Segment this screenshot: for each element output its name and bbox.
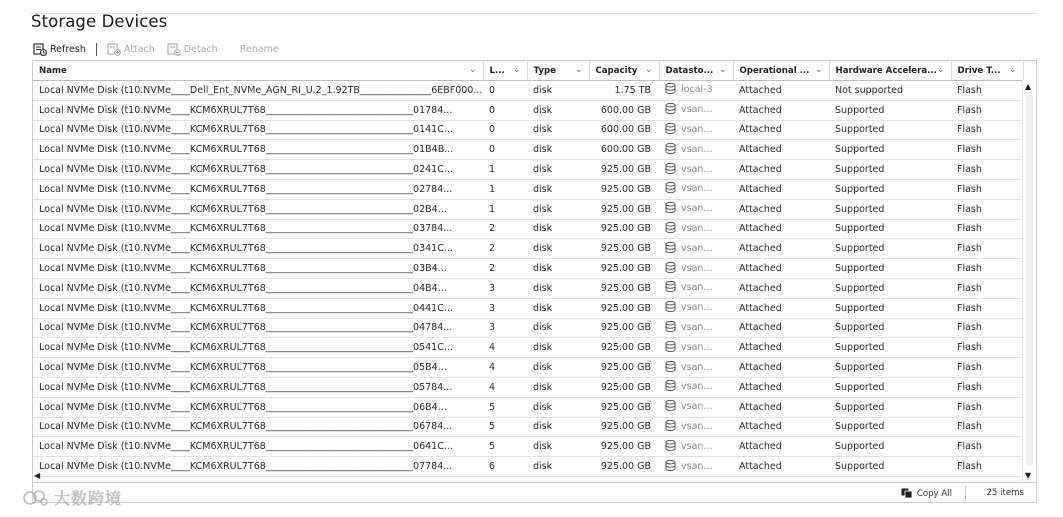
database-icon (665, 182, 676, 196)
type-cell: disk (527, 140, 589, 160)
rename-button[interactable] (240, 44, 279, 55)
column-filter-chevron-icon[interactable]: ⌄ (718, 65, 727, 75)
column-header-label: L... (489, 65, 505, 76)
lun-cell: 2 (483, 239, 527, 259)
name-cell: Local NVMe Disk (t10.NVMe____KCM6XRUL7T68_______________________________06784... (33, 417, 483, 437)
column-filter-chevron-icon[interactable]: ⌄ (468, 65, 477, 75)
drive-type-cell: Flash (951, 179, 1023, 199)
table-row[interactable] (33, 397, 1023, 417)
copy-all-button[interactable] (901, 488, 952, 499)
capacity-cell: 600.00 GB (589, 120, 659, 140)
lun-cell: 1 (483, 199, 527, 219)
type-cell: disk (527, 160, 589, 180)
watermark (22, 486, 122, 509)
drive-type-cell: Flash (951, 81, 1023, 101)
scroll-up-icon[interactable]: ▲ (1025, 82, 1032, 91)
drive-type-cell: Flash (951, 457, 1023, 477)
lun-cell: 5 (483, 437, 527, 457)
type-cell: disk (527, 259, 589, 279)
refresh-button[interactable] (33, 43, 86, 56)
type-cell: disk (527, 318, 589, 338)
grid-footer (32, 483, 1037, 503)
database-icon (665, 361, 676, 375)
name-cell: Local NVMe Disk (t10.NVMe____KCM6XRUL7T68_______________________________04B4... (33, 278, 483, 298)
datastore-link[interactable]: local-3 (681, 84, 713, 96)
datastore-link[interactable]: vsan... (681, 420, 713, 432)
datastore-cell (659, 160, 733, 180)
capacity-cell: 925.00 GB (589, 397, 659, 417)
column-header-label: Name (39, 65, 67, 76)
lun-cell: 0 (483, 120, 527, 140)
lun-cell: 4 (483, 377, 527, 397)
table-row[interactable] (33, 179, 1023, 199)
database-icon (665, 202, 676, 216)
hardware-acceleration-cell: Supported (829, 160, 951, 180)
name-cell: Local NVMe Disk (t10.NVMe____KCM6XRUL7T68_______________________________05784... (33, 377, 483, 397)
drive-type-cell: Flash (951, 298, 1023, 318)
column-header[interactable] (33, 61, 483, 81)
datastore-cell (659, 81, 733, 101)
copy-all-label: Copy All (916, 488, 952, 499)
page-title: Storage Devices (31, 12, 168, 31)
capacity-cell: 925.00 GB (589, 377, 659, 397)
type-cell: disk (527, 278, 589, 298)
scroll-down-icon[interactable]: ▼ (1025, 471, 1032, 480)
datastore-link[interactable]: vsan... (681, 321, 713, 333)
database-icon (665, 380, 676, 394)
datastore-link[interactable]: vsan... (681, 163, 713, 175)
database-icon (665, 420, 676, 434)
datastore-cell (659, 199, 733, 219)
datastore-cell (659, 417, 733, 437)
lun-cell: 0 (483, 100, 527, 120)
drive-type-cell: Flash (951, 100, 1023, 120)
datastore-cell (659, 100, 733, 120)
table-row[interactable] (33, 278, 1023, 298)
scroll-left-icon[interactable]: ◀ (34, 471, 41, 480)
lun-cell: 4 (483, 338, 527, 358)
type-cell: disk (527, 338, 589, 358)
capacity-cell: 925.00 GB (589, 417, 659, 437)
datastore-link[interactable]: vsan... (681, 262, 713, 274)
table-row[interactable] (33, 199, 1023, 219)
hardware-acceleration-cell: Supported (829, 179, 951, 199)
type-cell: disk (527, 397, 589, 417)
lun-cell: 5 (483, 397, 527, 417)
datastore-link[interactable]: vsan... (681, 183, 713, 195)
database-icon (665, 341, 676, 355)
rename-label: Rename (239, 43, 279, 55)
datastore-link[interactable]: vsan... (681, 104, 713, 116)
devices-table (33, 61, 1024, 477)
table-row[interactable] (33, 437, 1023, 457)
datastore-link[interactable]: vsan... (681, 143, 713, 155)
column-header[interactable] (733, 61, 829, 81)
capacity-cell: 925.00 GB (589, 298, 659, 318)
database-icon (665, 83, 676, 97)
table-row[interactable] (33, 219, 1023, 239)
operational-state-cell: Attached (733, 120, 829, 140)
drive-type-cell: Flash (951, 318, 1023, 338)
drive-type-cell: Flash (951, 437, 1023, 457)
capacity-cell: 925.00 GB (589, 259, 659, 279)
type-cell: disk (527, 199, 589, 219)
database-icon (665, 163, 676, 177)
lun-cell: 3 (483, 278, 527, 298)
type-cell: disk (527, 81, 589, 101)
item-count: 25 items (986, 488, 1024, 498)
operational-state-cell: Attached (733, 160, 829, 180)
datastore-link[interactable]: vsan... (681, 361, 713, 373)
attach-button[interactable] (107, 43, 155, 56)
name-cell: Local NVMe Disk (t10.NVMe____KCM6XRUL7T68_______________________________03B4... (33, 259, 483, 279)
database-icon (665, 242, 676, 256)
storage-devices-grid (32, 60, 1037, 483)
hardware-acceleration-cell: Supported (829, 377, 951, 397)
hardware-acceleration-cell: Supported (829, 120, 951, 140)
table-row[interactable] (33, 100, 1023, 120)
hardware-acceleration-cell: Supported (829, 397, 951, 417)
database-icon (665, 262, 676, 276)
table-row[interactable] (33, 120, 1023, 140)
hardware-acceleration-cell: Supported (829, 100, 951, 120)
hardware-acceleration-cell: Supported (829, 417, 951, 437)
hardware-acceleration-cell: Supported (829, 338, 951, 358)
type-cell: disk (527, 179, 589, 199)
hardware-acceleration-cell: Supported (829, 199, 951, 219)
drive-type-cell: Flash (951, 338, 1023, 358)
datastore-cell (659, 278, 733, 298)
table-row[interactable] (33, 358, 1023, 378)
drive-type-cell: Flash (951, 278, 1023, 298)
column-header-label: Hardware Accelera... (835, 65, 937, 76)
type-cell: disk (527, 219, 589, 239)
column-filter-chevron-icon[interactable]: ⌄ (644, 65, 653, 75)
hardware-acceleration-cell: Supported (829, 278, 951, 298)
top-divider (30, 13, 1037, 14)
operational-state-cell: Attached (733, 318, 829, 338)
operational-state-cell: Attached (733, 298, 829, 318)
table-row[interactable] (33, 318, 1023, 338)
name-cell: Local NVMe Disk (t10.NVMe____KCM6XRUL7T68_______________________________0441C... (33, 298, 483, 318)
datastore-cell (659, 377, 733, 397)
lun-cell: 6 (483, 457, 527, 477)
name-cell: Local NVMe Disk (t10.NVMe____KCM6XRUL7T68_______________________________07784... (33, 457, 483, 477)
database-icon (665, 103, 676, 117)
watermark-logo-icon (22, 488, 48, 508)
column-filter-chevron-icon[interactable]: ⌄ (512, 65, 521, 75)
datastore-link[interactable]: vsan... (681, 440, 713, 452)
drive-type-cell: Flash (951, 199, 1023, 219)
table-row[interactable] (33, 298, 1023, 318)
datastore-link[interactable]: vsan... (681, 302, 713, 314)
capacity-cell: 925.00 GB (589, 160, 659, 180)
column-filter-chevron-icon[interactable]: ⌄ (574, 65, 583, 75)
hardware-acceleration-cell: Supported (829, 298, 951, 318)
column-filter-chevron-icon[interactable]: ⌄ (1008, 65, 1017, 75)
detach-label: Detach (183, 43, 218, 55)
drive-type-cell: Flash (951, 140, 1023, 160)
name-cell: Local NVMe Disk (t10.NVMe____KCM6XRUL7T68_______________________________06B4... (33, 397, 483, 417)
lun-cell: 2 (483, 259, 527, 279)
table-row[interactable] (33, 160, 1023, 180)
column-header-label: Datasto... (665, 65, 714, 76)
type-cell: disk (527, 377, 589, 397)
lun-cell: 0 (483, 140, 527, 160)
datastore-cell (659, 298, 733, 318)
detach-icon (167, 43, 181, 56)
operational-state-cell: Attached (733, 179, 829, 199)
table-row[interactable] (33, 81, 1023, 101)
drive-type-cell: Flash (951, 417, 1023, 437)
operational-state-cell: Attached (733, 259, 829, 279)
hardware-acceleration-cell: Supported (829, 140, 951, 160)
name-cell: Local NVMe Disk (t10.NVMe____KCM6XRUL7T68_______________________________01B4B... (33, 140, 483, 160)
refresh-label: Refresh (50, 43, 86, 55)
operational-state-cell: Attached (733, 140, 829, 160)
lun-cell: 5 (483, 417, 527, 437)
hardware-acceleration-cell: Supported (829, 239, 951, 259)
table-row[interactable] (33, 417, 1023, 437)
footer-separator (965, 486, 966, 500)
datastore-link[interactable]: vsan... (681, 282, 713, 294)
table-row[interactable] (33, 140, 1023, 160)
datastore-cell (659, 120, 733, 140)
name-cell: Local NVMe Disk (t10.NVMe____KCM6XRUL7T68_______________________________0141C... (33, 120, 483, 140)
drive-type-cell: Flash (951, 358, 1023, 378)
datastore-link[interactable]: vsan... (681, 460, 713, 472)
column-header-label: Capacity (595, 65, 638, 76)
column-header-label: Type (533, 65, 556, 76)
drive-type-cell: Flash (951, 239, 1023, 259)
datastore-cell (659, 358, 733, 378)
operational-state-cell: Attached (733, 377, 829, 397)
database-icon (665, 321, 676, 335)
capacity-cell: 925.00 GB (589, 179, 659, 199)
operational-state-cell: Attached (733, 278, 829, 298)
column-header[interactable] (829, 61, 951, 81)
name-cell: Local NVMe Disk (t10.NVMe____KCM6XRUL7T68_______________________________04784... (33, 318, 483, 338)
grid-body (33, 81, 1023, 477)
datastore-cell (659, 219, 733, 239)
drive-type-cell: Flash (951, 377, 1023, 397)
column-header[interactable] (483, 61, 527, 81)
operational-state-cell: Attached (733, 81, 829, 101)
operational-state-cell: Attached (733, 457, 829, 477)
refresh-icon (33, 43, 47, 56)
table-row[interactable] (33, 259, 1023, 279)
column-header[interactable] (527, 61, 589, 81)
lun-cell: 3 (483, 298, 527, 318)
database-icon (665, 281, 676, 295)
type-cell: disk (527, 358, 589, 378)
name-cell: Local NVMe Disk (t10.NVMe____Dell_Ent_NVMe_AGN_RI_U.2_1.92TB_______________6EBF000... (33, 81, 483, 101)
datastore-link[interactable]: vsan... (681, 341, 713, 353)
database-icon (665, 143, 676, 157)
toolbar (33, 41, 279, 57)
column-header-label: Drive T... (957, 65, 1001, 76)
attach-icon (107, 43, 121, 56)
attach-label: Attach (123, 43, 155, 55)
operational-state-cell: Attached (733, 219, 829, 239)
capacity-cell: 925.00 GB (589, 219, 659, 239)
datastore-cell (659, 338, 733, 358)
operational-state-cell: Attached (733, 437, 829, 457)
lun-cell: 4 (483, 358, 527, 378)
operational-state-cell: Attached (733, 338, 829, 358)
datastore-link[interactable]: vsan... (681, 401, 713, 413)
lun-cell: 1 (483, 179, 527, 199)
datastore-cell (659, 437, 733, 457)
table-row[interactable] (33, 239, 1023, 259)
column-filter-chevron-icon[interactable]: ⌄ (936, 65, 945, 75)
database-icon (665, 123, 676, 137)
operational-state-cell: Attached (733, 100, 829, 120)
drive-type-cell: Flash (951, 160, 1023, 180)
table-row[interactable] (33, 338, 1023, 358)
drive-type-cell: Flash (951, 259, 1023, 279)
column-header-label: Operational ... (739, 65, 810, 76)
name-cell: Local NVMe Disk (t10.NVMe____KCM6XRUL7T68_______________________________0241C... (33, 160, 483, 180)
name-cell: Local NVMe Disk (t10.NVMe____KCM6XRUL7T68_______________________________01784... (33, 100, 483, 120)
hardware-acceleration-cell: Supported (829, 358, 951, 378)
copy-icon (901, 488, 913, 499)
drive-type-cell: Flash (951, 397, 1023, 417)
type-cell: disk (527, 298, 589, 318)
lun-cell: 0 (483, 81, 527, 101)
capacity-cell: 925.00 GB (589, 278, 659, 298)
capacity-cell: 600.00 GB (589, 140, 659, 160)
database-icon (665, 400, 676, 414)
name-cell: Local NVMe Disk (t10.NVMe____KCM6XRUL7T68_______________________________0541C... (33, 338, 483, 358)
operational-state-cell: Attached (733, 199, 829, 219)
horizontal-scrollbar[interactable] (32, 472, 1037, 482)
watermark-text: 大数跨境 (54, 489, 123, 508)
type-cell: disk (527, 239, 589, 259)
operational-state-cell: Attached (733, 417, 829, 437)
name-cell: Local NVMe Disk (t10.NVMe____KCM6XRUL7T68_______________________________05B4... (33, 358, 483, 378)
capacity-cell: 600.00 GB (589, 100, 659, 120)
datastore-link[interactable]: vsan... (681, 242, 713, 254)
datastore-cell (659, 318, 733, 338)
lun-cell: 2 (483, 219, 527, 239)
type-cell: disk (527, 100, 589, 120)
capacity-cell: 925.00 GB (589, 358, 659, 378)
type-cell: disk (527, 417, 589, 437)
column-header[interactable] (589, 61, 659, 81)
capacity-cell: 925.00 GB (589, 199, 659, 219)
capacity-cell: 925.00 GB (589, 338, 659, 358)
column-header[interactable] (951, 61, 1023, 81)
datastore-link[interactable]: vsan... (681, 123, 713, 135)
datastore-link[interactable]: vsan... (681, 203, 713, 215)
hardware-acceleration-cell: Supported (829, 219, 951, 239)
lun-cell: 3 (483, 318, 527, 338)
drive-type-cell: Flash (951, 219, 1023, 239)
datastore-link[interactable]: vsan... (681, 222, 713, 234)
header-row (33, 61, 1023, 81)
datastore-cell (659, 179, 733, 199)
vertical-scrollbar[interactable] (1022, 80, 1036, 482)
column-header[interactable] (659, 61, 733, 81)
capacity-cell: 1.75 TB (589, 81, 659, 101)
type-cell: disk (527, 457, 589, 477)
toolbar-separator (96, 43, 97, 56)
name-cell: Local NVMe Disk (t10.NVMe____KCM6XRUL7T68_______________________________02B4... (33, 199, 483, 219)
capacity-cell: 925.00 GB (589, 437, 659, 457)
hardware-acceleration-cell: Supported (829, 318, 951, 338)
database-icon (665, 301, 676, 315)
drive-type-cell: Flash (951, 120, 1023, 140)
hardware-acceleration-cell: Not supported (829, 81, 951, 101)
operational-state-cell: Attached (733, 358, 829, 378)
type-cell: disk (527, 120, 589, 140)
database-icon (665, 440, 676, 454)
operational-state-cell: Attached (733, 239, 829, 259)
capacity-cell: 925.00 GB (589, 457, 659, 477)
column-filter-chevron-icon[interactable]: ⌄ (814, 65, 823, 75)
name-cell: Local NVMe Disk (t10.NVMe____KCM6XRUL7T68_______________________________0341C... (33, 239, 483, 259)
datastore-cell (659, 239, 733, 259)
hardware-acceleration-cell: Supported (829, 259, 951, 279)
datastore-cell (659, 140, 733, 160)
name-cell: Local NVMe Disk (t10.NVMe____KCM6XRUL7T68_______________________________02784... (33, 179, 483, 199)
capacity-cell: 925.00 GB (589, 239, 659, 259)
capacity-cell: 925.00 GB (589, 318, 659, 338)
type-cell: disk (527, 437, 589, 457)
hardware-acceleration-cell: Supported (829, 457, 951, 477)
scrollbar-thumb[interactable] (1026, 94, 1033, 466)
datastore-link[interactable]: vsan... (681, 381, 713, 393)
datastore-cell (659, 259, 733, 279)
table-row[interactable] (33, 377, 1023, 397)
name-cell: Local NVMe Disk (t10.NVMe____KCM6XRUL7T68_______________________________03784... (33, 219, 483, 239)
datastore-cell (659, 397, 733, 417)
name-cell: Local NVMe Disk (t10.NVMe____KCM6XRUL7T68_______________________________0641C... (33, 437, 483, 457)
database-icon (665, 222, 676, 236)
hardware-acceleration-cell: Supported (829, 437, 951, 457)
lun-cell: 1 (483, 160, 527, 180)
detach-button[interactable] (167, 43, 218, 56)
operational-state-cell: Attached (733, 397, 829, 417)
